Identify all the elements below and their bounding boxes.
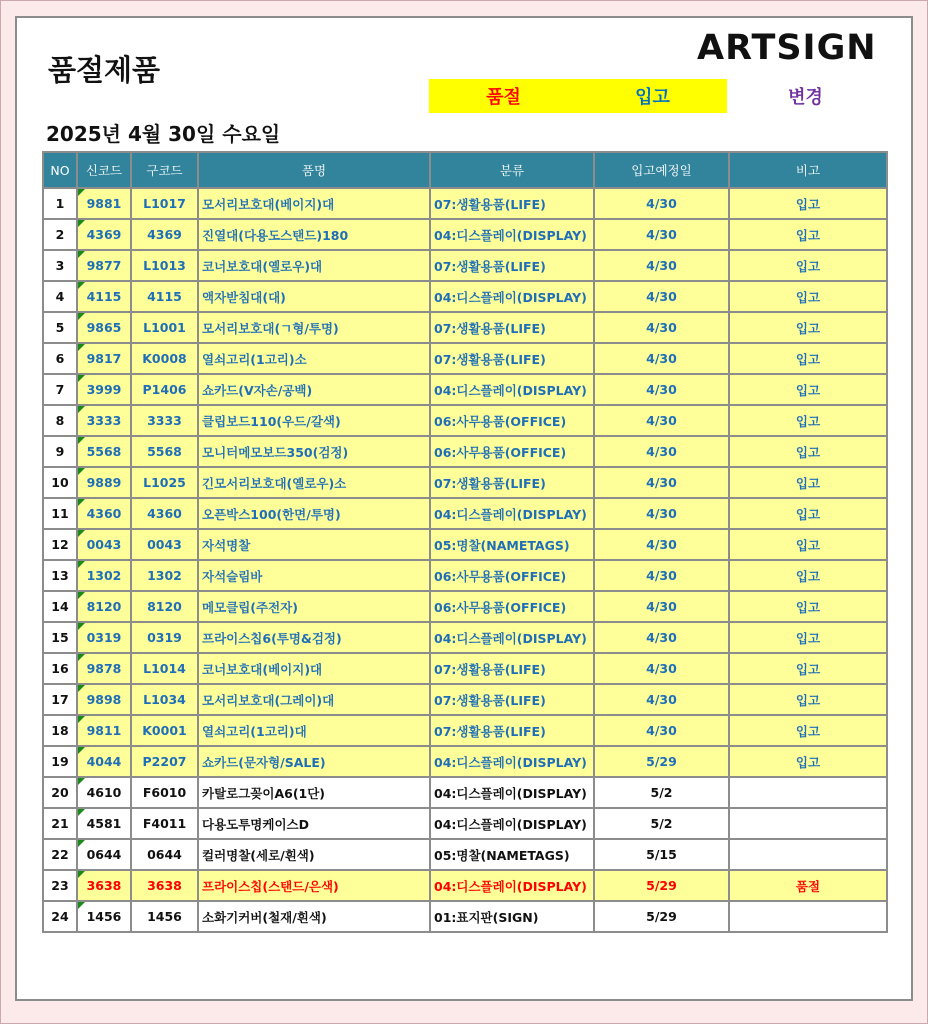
cell-eta: 4/30 <box>594 405 729 436</box>
table-row <box>43 653 887 684</box>
cell-category: 04:디스플레이(DISPLAY) <box>430 219 594 250</box>
cell-name: 다용도투명케이스D <box>198 808 430 839</box>
table-row <box>43 281 887 312</box>
cell-no: 6 <box>43 343 77 374</box>
cell-eta: 4/30 <box>594 374 729 405</box>
table-row <box>43 901 887 932</box>
table-header-row <box>43 152 887 188</box>
comment-marker-icon <box>78 437 85 444</box>
cell-eta: 4/30 <box>594 684 729 715</box>
cell-note: 입고 <box>729 219 887 250</box>
cell-eta: 5/15 <box>594 839 729 870</box>
comment-marker-icon <box>78 499 85 506</box>
cell-new-code: 9817 <box>77 343 131 374</box>
cell-no: 8 <box>43 405 77 436</box>
cell-eta: 4/30 <box>594 622 729 653</box>
table-row <box>43 467 887 498</box>
cell-old-code: 0644 <box>131 839 198 870</box>
cell-note: 입고 <box>729 374 887 405</box>
cell-name: 프라이스칩6(투명&검정) <box>198 622 430 653</box>
cell-eta: 4/30 <box>594 312 729 343</box>
cell-category: 06:사무용품(OFFICE) <box>430 560 594 591</box>
cell-new-code: 9898 <box>77 684 131 715</box>
cell-new-code: 9865 <box>77 312 131 343</box>
cell-name: 코너보호대(베이지)대 <box>198 653 430 684</box>
cell-new-code: 9881 <box>77 188 131 219</box>
cell-no: 7 <box>43 374 77 405</box>
cell-old-code: F4011 <box>131 808 198 839</box>
cell-name: 모서리보호대(그레이)대 <box>198 684 430 715</box>
cell-eta: 5/2 <box>594 808 729 839</box>
cell-eta: 4/30 <box>594 591 729 622</box>
comment-marker-icon <box>78 654 85 661</box>
cell-category: 04:디스플레이(DISPLAY) <box>430 498 594 529</box>
cell-note: 입고 <box>729 653 887 684</box>
page-title: 품절제품 <box>48 53 161 87</box>
column-header-old-code: 구코드 <box>131 152 198 188</box>
cell-old-code: 0043 <box>131 529 198 560</box>
cell-eta: 4/30 <box>594 219 729 250</box>
table-row <box>43 715 887 746</box>
table-row <box>43 777 887 808</box>
cell-name: 클립보드110(우드/갈색) <box>198 405 430 436</box>
column-header-new-code: 신코드 <box>77 152 131 188</box>
cell-category: 06:사무용품(OFFICE) <box>430 436 594 467</box>
legend-changed: 변경 <box>788 87 823 108</box>
cell-name: 프라이스칩(스탠드/은색) <box>198 870 430 901</box>
comment-marker-icon <box>78 344 85 351</box>
cell-old-code: L1025 <box>131 467 198 498</box>
brand-logo: ARTSIGN <box>697 28 877 68</box>
comment-marker-icon <box>78 778 85 785</box>
cell-new-code: 0319 <box>77 622 131 653</box>
cell-old-code: F6010 <box>131 777 198 808</box>
cell-no: 15 <box>43 622 77 653</box>
cell-no: 17 <box>43 684 77 715</box>
legend-soldout: 품절 <box>429 79 578 113</box>
cell-no: 19 <box>43 746 77 777</box>
cell-old-code: 0319 <box>131 622 198 653</box>
cell-name: 진열대(다용도스탠드)180 <box>198 219 430 250</box>
column-header-category: 분류 <box>430 152 594 188</box>
cell-eta: 4/30 <box>594 467 729 498</box>
table-row <box>43 343 887 374</box>
cell-name: 오픈박스100(한면/투명) <box>198 498 430 529</box>
comment-marker-icon <box>78 406 85 413</box>
cell-new-code: 1456 <box>77 901 131 932</box>
cell-old-code: L1017 <box>131 188 198 219</box>
comment-marker-icon <box>78 220 85 227</box>
cell-no: 18 <box>43 715 77 746</box>
cell-note: 입고 <box>729 436 887 467</box>
cell-old-code: P2207 <box>131 746 198 777</box>
cell-name: 자석명찰 <box>198 529 430 560</box>
cell-note <box>729 777 887 808</box>
cell-no: 2 <box>43 219 77 250</box>
column-header-note: 비고 <box>729 152 887 188</box>
cell-category: 06:사무용품(OFFICE) <box>430 591 594 622</box>
cell-old-code: 4115 <box>131 281 198 312</box>
cell-old-code: P1406 <box>131 374 198 405</box>
table-row <box>43 219 887 250</box>
table-row <box>43 622 887 653</box>
cell-category: 07:생활용품(LIFE) <box>430 653 594 684</box>
table-row <box>43 188 887 219</box>
cell-note <box>729 839 887 870</box>
cell-old-code: 1456 <box>131 901 198 932</box>
cell-name: 카탈로그꽂이A6(1단) <box>198 777 430 808</box>
cell-note: 품절 <box>729 870 887 901</box>
table-row <box>43 405 887 436</box>
cell-category: 04:디스플레이(DISPLAY) <box>430 281 594 312</box>
cell-new-code: 9889 <box>77 467 131 498</box>
comment-marker-icon <box>78 189 85 196</box>
table-row <box>43 560 887 591</box>
cell-new-code: 9811 <box>77 715 131 746</box>
cell-new-code: 9877 <box>77 250 131 281</box>
comment-marker-icon <box>78 871 85 878</box>
cell-category: 05:명찰(NAMETAGS) <box>430 529 594 560</box>
comment-marker-icon <box>78 809 85 816</box>
cell-old-code: K0008 <box>131 343 198 374</box>
soldout-table <box>42 151 888 933</box>
cell-category: 01:표지판(SIGN) <box>430 901 594 932</box>
table-row <box>43 870 887 901</box>
cell-no: 3 <box>43 250 77 281</box>
cell-name: 메모클립(주전자) <box>198 591 430 622</box>
cell-new-code: 3999 <box>77 374 131 405</box>
comment-marker-icon <box>78 592 85 599</box>
report-date: 2025년 4월 30일 수요일 <box>46 122 281 146</box>
comment-marker-icon <box>78 313 85 320</box>
cell-no: 22 <box>43 839 77 870</box>
cell-name: 쇼카드(V자손/공백) <box>198 374 430 405</box>
cell-category: 07:생활용품(LIFE) <box>430 343 594 374</box>
cell-note: 입고 <box>729 405 887 436</box>
cell-note: 입고 <box>729 281 887 312</box>
cell-no: 16 <box>43 653 77 684</box>
cell-old-code: K0001 <box>131 715 198 746</box>
cell-eta: 5/2 <box>594 777 729 808</box>
cell-old-code: 1302 <box>131 560 198 591</box>
cell-name: 긴모서리보호대(옐로우)소 <box>198 467 430 498</box>
cell-note <box>729 901 887 932</box>
cell-category: 07:생활용품(LIFE) <box>430 312 594 343</box>
cell-note: 입고 <box>729 188 887 219</box>
cell-name: 액자받침대(대) <box>198 281 430 312</box>
cell-new-code: 3638 <box>77 870 131 901</box>
cell-old-code: 8120 <box>131 591 198 622</box>
cell-old-code: 4369 <box>131 219 198 250</box>
cell-note: 입고 <box>729 498 887 529</box>
table-row <box>43 746 887 777</box>
table-row <box>43 312 887 343</box>
cell-note <box>729 808 887 839</box>
table-row <box>43 529 887 560</box>
column-header-name: 품명 <box>198 152 430 188</box>
cell-eta: 4/30 <box>594 188 729 219</box>
cell-category: 07:생활용품(LIFE) <box>430 684 594 715</box>
cell-category: 04:디스플레이(DISPLAY) <box>430 622 594 653</box>
cell-note: 입고 <box>729 250 887 281</box>
cell-name: 소화기커버(철재/흰색) <box>198 901 430 932</box>
cell-eta: 4/30 <box>594 529 729 560</box>
cell-new-code: 5568 <box>77 436 131 467</box>
cell-no: 1 <box>43 188 77 219</box>
cell-eta: 5/29 <box>594 870 729 901</box>
table-row <box>43 591 887 622</box>
cell-no: 12 <box>43 529 77 560</box>
cell-name: 모서리보호대(베이지)대 <box>198 188 430 219</box>
comment-marker-icon <box>78 623 85 630</box>
cell-note: 입고 <box>729 684 887 715</box>
cell-category: 04:디스플레이(DISPLAY) <box>430 808 594 839</box>
cell-new-code: 4115 <box>77 281 131 312</box>
cell-name: 모서리보호대(ㄱ형/투명) <box>198 312 430 343</box>
cell-old-code: L1013 <box>131 250 198 281</box>
comment-marker-icon <box>78 716 85 723</box>
cell-note: 입고 <box>729 529 887 560</box>
cell-old-code: 3638 <box>131 870 198 901</box>
cell-new-code: 9878 <box>77 653 131 684</box>
cell-eta: 5/29 <box>594 746 729 777</box>
comment-marker-icon <box>78 902 85 909</box>
cell-new-code: 4044 <box>77 746 131 777</box>
cell-eta: 4/30 <box>594 560 729 591</box>
cell-new-code: 0043 <box>77 529 131 560</box>
cell-no: 24 <box>43 901 77 932</box>
comment-marker-icon <box>78 561 85 568</box>
comment-marker-icon <box>78 251 85 258</box>
cell-new-code: 4369 <box>77 219 131 250</box>
comment-marker-icon <box>78 530 85 537</box>
cell-no: 11 <box>43 498 77 529</box>
cell-note: 입고 <box>729 560 887 591</box>
cell-old-code: L1014 <box>131 653 198 684</box>
cell-old-code: L1001 <box>131 312 198 343</box>
cell-no: 4 <box>43 281 77 312</box>
table-row <box>43 684 887 715</box>
comment-marker-icon <box>78 375 85 382</box>
cell-no: 23 <box>43 870 77 901</box>
comment-marker-icon <box>78 840 85 847</box>
cell-no: 21 <box>43 808 77 839</box>
cell-name: 컬러명찰(세로/흰색) <box>198 839 430 870</box>
cell-category: 04:디스플레이(DISPLAY) <box>430 746 594 777</box>
cell-old-code: 5568 <box>131 436 198 467</box>
cell-name: 자석슬림바 <box>198 560 430 591</box>
cell-no: 14 <box>43 591 77 622</box>
cell-note: 입고 <box>729 591 887 622</box>
cell-old-code: 3333 <box>131 405 198 436</box>
cell-category: 04:디스플레이(DISPLAY) <box>430 870 594 901</box>
table-row <box>43 374 887 405</box>
table-row <box>43 250 887 281</box>
cell-note: 입고 <box>729 715 887 746</box>
table-row <box>43 498 887 529</box>
column-header-no: NO <box>43 152 77 188</box>
cell-new-code: 4360 <box>77 498 131 529</box>
cell-category: 05:명찰(NAMETAGS) <box>430 839 594 870</box>
cell-name: 모니터메모보드350(검정) <box>198 436 430 467</box>
cell-eta: 4/30 <box>594 498 729 529</box>
comment-marker-icon <box>78 747 85 754</box>
comment-marker-icon <box>78 685 85 692</box>
cell-note: 입고 <box>729 343 887 374</box>
comment-marker-icon <box>78 282 85 289</box>
cell-no: 13 <box>43 560 77 591</box>
cell-eta: 4/30 <box>594 436 729 467</box>
cell-no: 9 <box>43 436 77 467</box>
legend-instock: 입고 <box>578 79 727 113</box>
cell-note: 입고 <box>729 746 887 777</box>
cell-category: 07:생활용품(LIFE) <box>430 715 594 746</box>
cell-eta: 5/29 <box>594 901 729 932</box>
comment-marker-icon <box>78 468 85 475</box>
cell-eta: 4/30 <box>594 715 729 746</box>
cell-category: 04:디스플레이(DISPLAY) <box>430 777 594 808</box>
cell-no: 10 <box>43 467 77 498</box>
cell-eta: 4/30 <box>594 653 729 684</box>
cell-no: 5 <box>43 312 77 343</box>
table-row <box>43 808 887 839</box>
cell-note: 입고 <box>729 312 887 343</box>
column-header-eta: 입고예정일 <box>594 152 729 188</box>
cell-name: 쇼카드(문자형/SALE) <box>198 746 430 777</box>
cell-category: 07:생활용품(LIFE) <box>430 250 594 281</box>
cell-no: 20 <box>43 777 77 808</box>
cell-eta: 4/30 <box>594 250 729 281</box>
cell-note: 입고 <box>729 467 887 498</box>
table-row <box>43 436 887 467</box>
cell-eta: 4/30 <box>594 343 729 374</box>
cell-old-code: 4360 <box>131 498 198 529</box>
cell-category: 07:생활용품(LIFE) <box>430 467 594 498</box>
cell-note: 입고 <box>729 622 887 653</box>
cell-category: 07:생활용품(LIFE) <box>430 188 594 219</box>
cell-new-code: 8120 <box>77 591 131 622</box>
cell-old-code: L1034 <box>131 684 198 715</box>
cell-new-code: 3333 <box>77 405 131 436</box>
cell-new-code: 4581 <box>77 808 131 839</box>
cell-name: 코너보호대(옐로우)대 <box>198 250 430 281</box>
cell-category: 04:디스플레이(DISPLAY) <box>430 374 594 405</box>
cell-new-code: 1302 <box>77 560 131 591</box>
cell-name: 열쇠고리(1고리)소 <box>198 343 430 374</box>
table-row <box>43 839 887 870</box>
cell-eta: 4/30 <box>594 281 729 312</box>
cell-new-code: 0644 <box>77 839 131 870</box>
cell-category: 06:사무용품(OFFICE) <box>430 405 594 436</box>
cell-new-code: 4610 <box>77 777 131 808</box>
cell-name: 열쇠고리(1고리)대 <box>198 715 430 746</box>
